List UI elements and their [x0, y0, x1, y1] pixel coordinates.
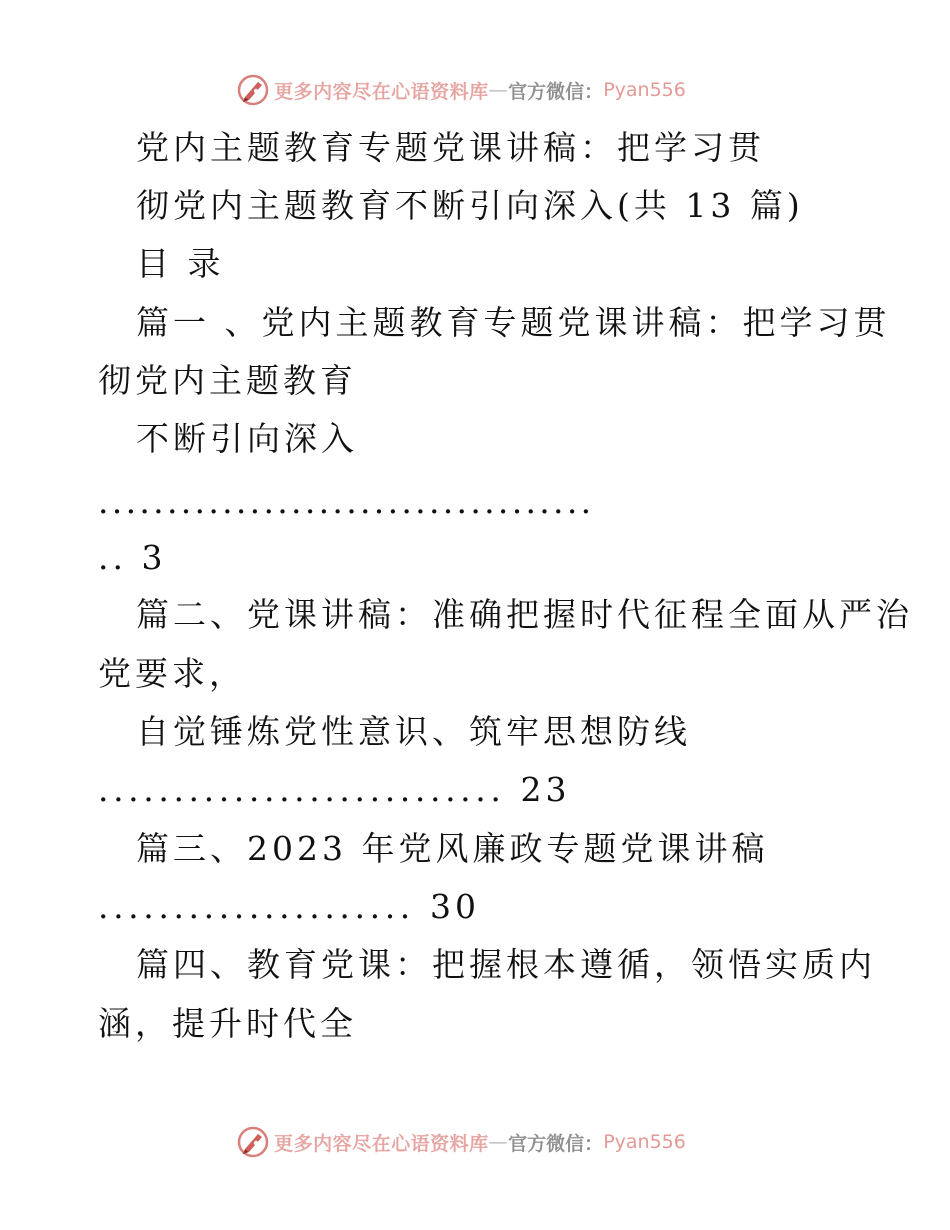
toc-entry-3-leader-line [98, 887, 480, 927]
toc-entry-2-line-3: 自觉锤炼党性意识、筑牢思想防线 [136, 712, 691, 751]
toc-entry-1-page-number: .. 3 [98, 538, 167, 577]
pen-logo-icon [236, 73, 270, 107]
toc-entry-1-leader-dots: .................................... [98, 482, 595, 521]
toc-entry-4-line-1: 篇四、教育党课：把握根本遵循，领悟实质内 [136, 945, 876, 984]
header-watermark [0, 70, 950, 110]
toc-entry-2-leader-line [98, 770, 571, 810]
watermark-site-text: 更多内容尽在心语资料库 [274, 1132, 489, 1155]
toc-entry-2-leader-dots: ........................... [98, 770, 521, 809]
footer-watermark [0, 1122, 950, 1162]
toc-entry-2-page-number: 23 [520, 770, 571, 809]
watermark-wechat-label: 官方微信： [508, 80, 604, 103]
toc-entry-4-line-2: 涵，提升时代全 [98, 1004, 357, 1043]
toc-entry-1-line-1: 篇一 、党内主题教育专题党课讲稿：把学习贯 [136, 303, 891, 342]
document-title-line-2: 彻党内主题教育不断引向深入(共 13 篇) [136, 186, 804, 225]
watermark-separator: — [488, 1131, 509, 1153]
toc-entry-3-page-number: 30 [429, 887, 480, 926]
watermark-separator: — [488, 79, 509, 101]
watermark-wechat-id: Pyan556 [603, 1131, 686, 1153]
watermark-wechat-label: 官方微信： [508, 1132, 604, 1155]
watermark-site-text: 更多内容尽在心语资料库 [274, 80, 489, 103]
toc-entry-2-line-1: 篇二、党课讲稿：准确把握时代征程全面从严治 [136, 595, 913, 634]
toc-heading: 目 录 [136, 244, 225, 283]
toc-entry-2-line-2: 党要求， [98, 654, 246, 693]
toc-entry-3-line-1: 篇三、2023 年党风廉政专题党课讲稿 [136, 829, 769, 868]
watermark-wechat-id: Pyan556 [603, 79, 686, 101]
pen-logo-icon [236, 1125, 270, 1159]
toc-entry-1-line-2: 彻党内主题教育 [98, 361, 357, 400]
toc-entry-3-leader-dots: ..................... [98, 887, 430, 926]
document-title-line-1: 党内主题教育专题党课讲稿：把学习贯 [136, 128, 765, 167]
toc-entry-1-line-3: 不断引向深入 [136, 419, 358, 458]
